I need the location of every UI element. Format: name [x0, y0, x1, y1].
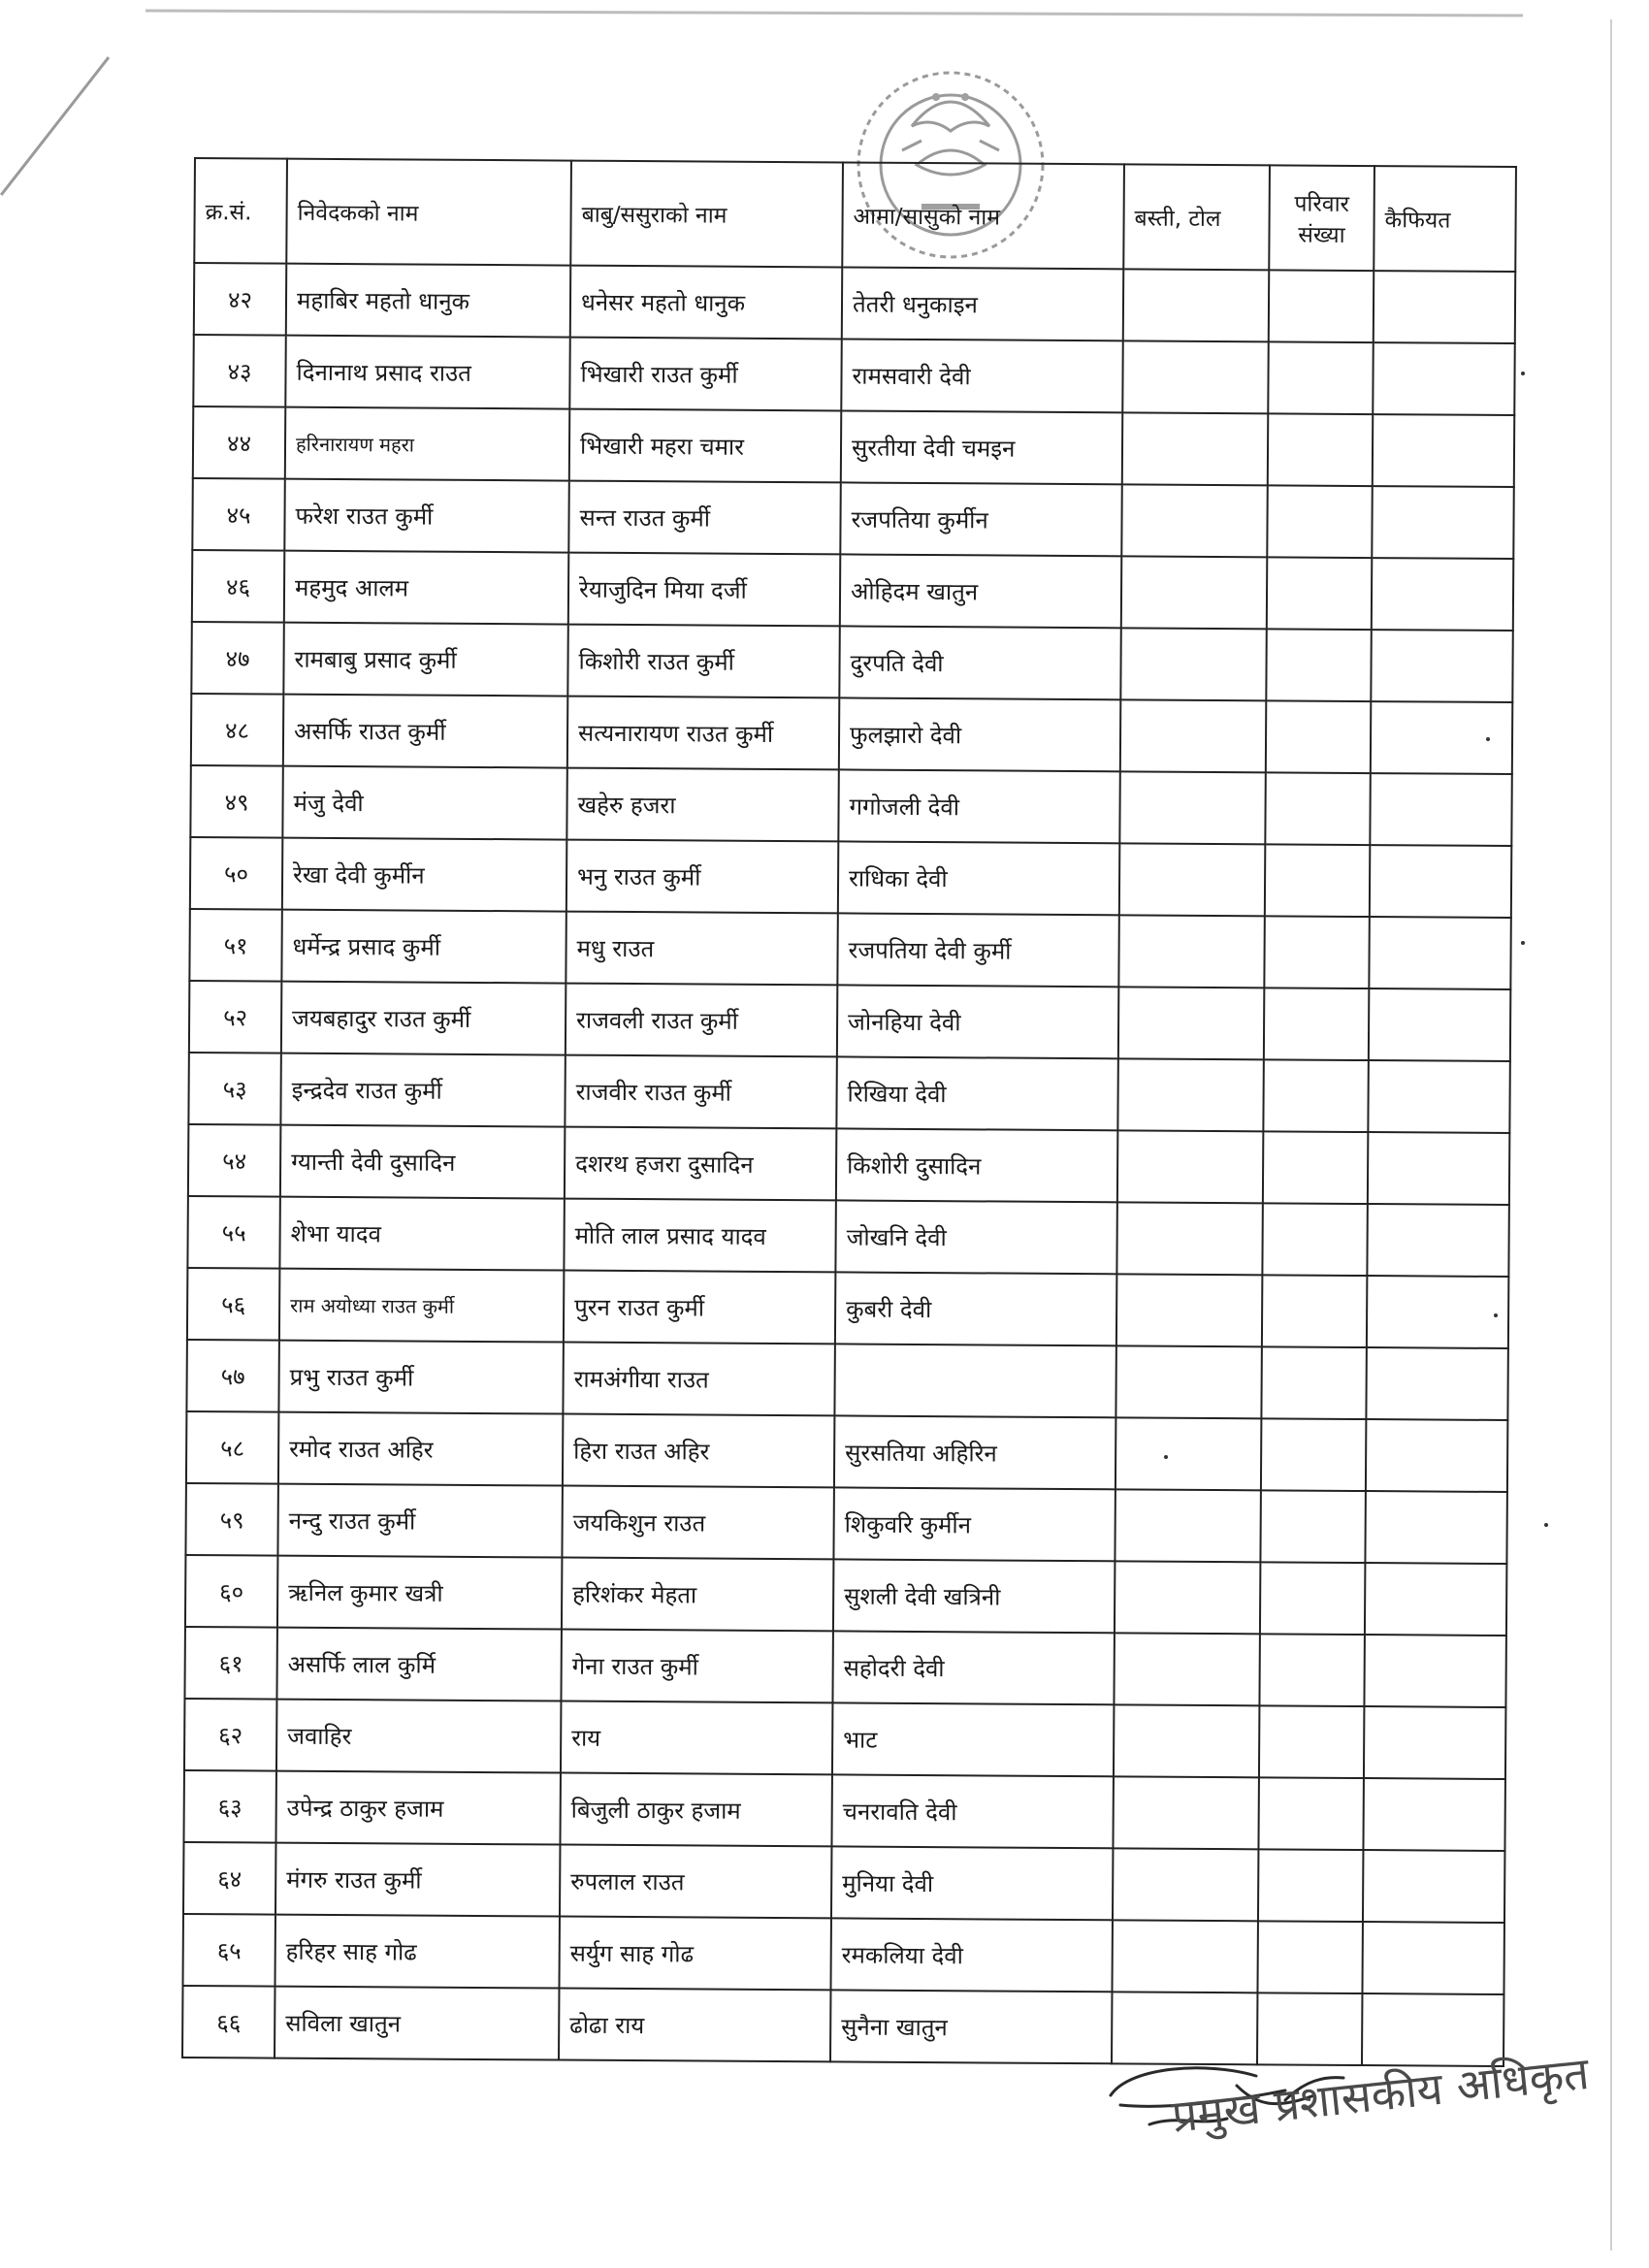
father-name-cell: राजवीर राउत कुर्मी	[565, 1055, 836, 1129]
settlement-cell	[1120, 699, 1266, 772]
family-count-cell	[1259, 1634, 1364, 1706]
mother-name-cell: दुरपति देवी	[839, 626, 1120, 699]
applicant-name-cell: असर्फि लाल कुर्मि	[276, 1628, 561, 1701]
mother-name-cell: सहोदरी देवी	[832, 1631, 1114, 1704]
table-row	[189, 981, 1510, 1061]
applicant-name-cell: रमोद राउत अहिर	[278, 1412, 563, 1486]
mother-name-cell: फुलझारो देवी	[839, 697, 1120, 771]
serial-number-cell: ४७	[191, 622, 283, 695]
remarks-cell	[1369, 917, 1510, 989]
table-row	[193, 335, 1514, 415]
applicant-name-cell: दिनानाथ प्रसाद राउत	[285, 336, 569, 409]
settlement-cell	[1119, 771, 1265, 844]
scan-speck	[1544, 1523, 1548, 1527]
table-row	[184, 1699, 1505, 1779]
mother-name-cell: रामसवारी देवी	[841, 339, 1122, 412]
mother-name-cell: सुरतीया देवी चमइन	[841, 410, 1122, 484]
settlement-cell	[1114, 1633, 1259, 1705]
remarks-cell	[1371, 701, 1512, 774]
table-row	[183, 1770, 1504, 1851]
serial-number-cell: ५०	[190, 837, 282, 910]
settlement-cell	[1113, 1848, 1258, 1921]
serial-number-cell: ५५	[187, 1196, 279, 1269]
header-remarks: कैफियत	[1374, 166, 1516, 272]
serial-number-cell: ४५	[192, 478, 284, 551]
table-row	[191, 622, 1512, 702]
father-name-cell: हरिशंकर मेहता	[562, 1558, 833, 1632]
applicant-name-cell: इन्द्रदेव राउत कुर्मी	[280, 1053, 565, 1127]
mother-name-cell: किशोरी दुसादिन	[836, 1128, 1117, 1202]
applicant-name-cell: महाबिर महतो धानुक	[286, 264, 570, 338]
settlement-cell	[1113, 1776, 1258, 1849]
father-name-cell: धनेसर महतो धानुक	[570, 266, 842, 340]
family-count-cell	[1265, 844, 1370, 917]
mother-name-cell	[834, 1344, 1116, 1417]
father-name-cell: ढोढा राय	[559, 1989, 830, 2062]
scan-edge-top	[146, 10, 1523, 17]
remarks-cell	[1373, 342, 1514, 415]
settlement-cell	[1112, 1920, 1257, 1993]
mother-name-cell: ओहिदम खातुन	[840, 554, 1121, 628]
table-row	[190, 837, 1511, 918]
family-count-cell	[1269, 270, 1374, 342]
scan-speck	[1164, 1455, 1168, 1459]
header-family-count	[1269, 165, 1374, 271]
applicant-name-cell: फरेश राउत कुर्मी	[284, 479, 568, 553]
remarks-cell	[1363, 1850, 1504, 1923]
table-row	[182, 1914, 1504, 1994]
serial-number-cell: ६०	[185, 1555, 277, 1628]
remarks-cell	[1374, 271, 1515, 343]
header-mother-name: आमा/सासुको नाम	[842, 162, 1124, 269]
settlement-cell	[1112, 1992, 1257, 2064]
table-row	[183, 1842, 1504, 1923]
mother-name-cell: कुबरी देवी	[835, 1272, 1116, 1345]
settlement-cell	[1117, 1058, 1263, 1131]
serial-number-cell: ४९	[190, 765, 282, 838]
family-count-cell	[1260, 1490, 1365, 1563]
table-header-row	[194, 158, 1516, 272]
scan-fold-line	[0, 56, 110, 196]
family-count-cell	[1258, 1849, 1363, 1922]
serial-number-cell: ५९	[185, 1483, 277, 1556]
header-family-count-line1: परिवार	[1294, 191, 1350, 217]
father-name-cell: दशरथ हजरा दुसादिन	[565, 1127, 836, 1201]
family-count-cell	[1263, 1059, 1368, 1132]
remarks-cell	[1372, 558, 1513, 631]
remarks-cell	[1365, 1491, 1506, 1564]
table-row	[187, 1268, 1508, 1348]
table-row	[185, 1555, 1506, 1636]
applicant-name-cell: जवाहिर	[276, 1700, 561, 1773]
remarks-cell	[1373, 414, 1514, 487]
remarks-cell	[1366, 1419, 1507, 1492]
applicant-name-cell: असर्फि राउत कुर्मी	[283, 695, 567, 768]
mother-name-cell: रजपतिया कुर्मीन	[840, 482, 1121, 556]
family-count-cell	[1263, 1131, 1368, 1204]
table-row	[184, 1627, 1505, 1707]
header-serial-number: क्र.सं.	[194, 158, 287, 264]
remarks-cell	[1370, 845, 1511, 918]
family-count-cell	[1257, 1993, 1362, 2065]
header-settlement: बस्ती, टोल	[1123, 164, 1270, 270]
mother-name-cell: भाट	[832, 1702, 1114, 1776]
father-name-cell: रामअंगीया राउत	[563, 1343, 834, 1416]
father-name-cell: भिखारी महरा चमार	[569, 409, 841, 483]
applicant-name-cell: मंगरु राउत कुर्मी	[275, 1843, 560, 1917]
applicant-name-cell: ऋनिल कुमार खत्री	[277, 1556, 562, 1630]
settlement-cell	[1120, 628, 1266, 700]
serial-number-cell: ६२	[184, 1699, 276, 1771]
remarks-cell	[1368, 1060, 1509, 1133]
applicant-name-cell: रेखा देवी कुर्मीन	[282, 838, 566, 912]
serial-number-cell: ४८	[191, 694, 283, 766]
mother-name-cell: जोनहिया देवी	[837, 985, 1118, 1058]
table-row	[182, 1986, 1504, 2066]
settlement-cell	[1122, 412, 1268, 485]
family-count-cell	[1266, 700, 1371, 773]
serial-number-cell: ६१	[184, 1627, 276, 1700]
family-count-cell	[1257, 1921, 1362, 1993]
settlement-cell	[1119, 843, 1265, 916]
applicant-name-cell: धर्मेन्द्र प्रसाद कुर्मी	[281, 910, 566, 984]
applicant-name-cell: नन्दु राउत कुर्मी	[277, 1484, 562, 1558]
settlement-cell	[1116, 1202, 1262, 1275]
applicant-name-cell: सविला खातुन	[275, 1987, 559, 2060]
scan-edge-right	[1610, 19, 1612, 2251]
remarks-cell	[1364, 1706, 1505, 1779]
table-row	[188, 1053, 1509, 1133]
header-father-name: बाबु/ससुराको नाम	[570, 161, 843, 268]
serial-number-cell: ६६	[182, 1986, 275, 2058]
serial-number-cell: ४४	[193, 406, 285, 479]
mother-name-cell: जोखनि देवी	[835, 1200, 1116, 1274]
settlement-cell	[1122, 340, 1268, 413]
serial-number-cell: ६४	[183, 1842, 275, 1915]
settlement-cell	[1116, 1274, 1262, 1346]
signatory-title: प्रमुख प्रशासकीय अधिकृत	[1169, 2046, 1592, 2143]
applicant-name-cell: प्रभु राउत कुर्मी	[278, 1341, 563, 1414]
remarks-cell	[1368, 1132, 1509, 1205]
mother-name-cell: सुनैना खातुन	[830, 1990, 1112, 2063]
beneficiary-table	[181, 157, 1517, 2067]
family-count-cell	[1267, 557, 1372, 630]
remarks-cell	[1369, 988, 1510, 1061]
serial-number-cell: ५३	[188, 1053, 280, 1125]
father-name-cell: भनु राउत कुर्मी	[566, 840, 838, 914]
family-count-cell	[1264, 916, 1369, 988]
serial-number-cell: ४६	[192, 550, 284, 623]
settlement-cell	[1115, 1489, 1260, 1562]
serial-number-cell: ५२	[189, 981, 281, 1053]
family-count-cell	[1261, 1418, 1366, 1491]
serial-number-cell: ५१	[189, 909, 281, 982]
settlement-cell	[1121, 484, 1267, 557]
mother-name-cell: मुनिया देवी	[831, 1846, 1113, 1920]
mother-name-cell: सुरसतिया अहिरिन	[834, 1415, 1116, 1489]
settlement-cell	[1115, 1561, 1260, 1634]
table-row	[191, 694, 1512, 774]
family-count-cell	[1258, 1777, 1363, 1850]
applicant-name-cell: जयबहादुर राउत कुर्मी	[281, 982, 566, 1055]
applicant-name-cell: मंजु देवी	[282, 766, 566, 840]
father-name-cell: गेना राउत कुर्मी	[561, 1630, 832, 1703]
applicant-name-cell: हरिहर साह गोढ	[275, 1915, 559, 1989]
mother-name-cell: तेतरी धनुकाइन	[842, 267, 1123, 340]
father-name-cell: रेयाजुदिन मिया दर्जी	[568, 553, 840, 627]
father-name-cell: सन्त राउत कुर्मी	[568, 481, 840, 555]
serial-number-cell: ५४	[188, 1124, 280, 1197]
family-count-cell	[1268, 341, 1373, 414]
father-name-cell: खहेरु हजरा	[566, 768, 838, 842]
table-row	[192, 478, 1513, 559]
mother-name-cell: राधिका देवी	[838, 841, 1119, 915]
settlement-cell	[1118, 987, 1264, 1059]
father-name-cell: मधु राउत	[566, 912, 837, 986]
father-name-cell: राजवली राउत कुर्मी	[566, 984, 837, 1057]
family-count-cell	[1262, 1203, 1367, 1276]
remarks-cell	[1362, 1922, 1504, 1994]
table-row	[193, 406, 1514, 487]
table-row	[189, 909, 1510, 989]
remarks-cell	[1372, 486, 1513, 559]
table-row	[186, 1411, 1507, 1492]
father-name-cell: बिजुली ठाकुर हजाम	[560, 1773, 831, 1847]
father-name-cell: सत्यनारायण राउत कुर्मी	[567, 697, 839, 770]
settlement-cell	[1116, 1417, 1261, 1490]
father-name-cell: जयकिशुन राउत	[562, 1486, 833, 1560]
father-name-cell: राय	[561, 1701, 832, 1775]
remarks-cell	[1365, 1563, 1506, 1636]
remarks-cell	[1367, 1204, 1508, 1277]
mother-name-cell: गगोजली देवी	[838, 769, 1119, 843]
table-row	[194, 263, 1515, 343]
mother-name-cell: रमकलिया देवी	[830, 1918, 1112, 1992]
remarks-cell	[1370, 773, 1511, 846]
family-count-cell	[1266, 629, 1371, 701]
family-count-cell	[1260, 1562, 1365, 1635]
father-name-cell: रुपलाल राउत	[560, 1845, 831, 1919]
family-count-cell	[1262, 1275, 1367, 1347]
family-count-cell	[1265, 772, 1370, 845]
father-name-cell: भिखारी राउत कुर्मी	[569, 338, 841, 411]
applicant-name-cell: ग्यान्ती देवी दुसादिन	[280, 1125, 565, 1199]
settlement-cell	[1118, 915, 1264, 988]
header-family-count-line2: संख्या	[1298, 222, 1345, 248]
applicant-name-cell: रामबाबु प्रसाद कुर्मी	[283, 623, 567, 697]
serial-number-cell: ४३	[193, 335, 285, 407]
family-count-cell	[1267, 485, 1372, 558]
father-name-cell: किशोरी राउत कुर्मी	[567, 625, 839, 698]
family-count-cell	[1259, 1705, 1364, 1778]
settlement-cell	[1123, 269, 1269, 341]
table-row	[187, 1196, 1508, 1277]
serial-number-cell: ६५	[182, 1914, 275, 1987]
remarks-cell	[1363, 1778, 1504, 1851]
applicant-name-cell: शेभा यादव	[279, 1197, 564, 1271]
serial-number-cell: ५७	[186, 1340, 278, 1412]
scan-speck	[1521, 372, 1525, 375]
settlement-cell	[1114, 1704, 1259, 1777]
family-count-cell	[1264, 988, 1369, 1060]
settlement-cell	[1116, 1345, 1261, 1418]
table-row	[190, 765, 1511, 846]
family-count-cell	[1268, 413, 1373, 486]
mother-name-cell: रिखिया देवी	[836, 1056, 1117, 1130]
mother-name-cell: रजपतिया देवी कुर्मी	[837, 913, 1118, 987]
father-name-cell: हिरा राउत अहिर	[563, 1414, 834, 1488]
header-applicant-name: निवेदकको नाम	[286, 159, 571, 266]
mother-name-cell: चनरावति देवी	[831, 1774, 1113, 1848]
scan-speck	[1521, 941, 1525, 945]
father-name-cell: सर्युग साह गोढ	[559, 1917, 830, 1991]
applicant-name-cell: उपेन्द्र ठाकुर हजाम	[275, 1771, 560, 1845]
remarks-cell	[1366, 1347, 1507, 1420]
table-row	[186, 1340, 1507, 1420]
family-count-cell	[1261, 1346, 1366, 1419]
father-name-cell: पुरन राउत कुर्मी	[564, 1271, 835, 1345]
serial-number-cell: ५६	[187, 1268, 279, 1341]
mother-name-cell: शिकुवरि कुर्मीन	[833, 1487, 1115, 1561]
table-row	[188, 1124, 1509, 1205]
remarks-cell	[1367, 1276, 1508, 1348]
applicant-name-cell: महमुद आलम	[284, 551, 568, 625]
table-row	[185, 1483, 1506, 1564]
applicant-name-cell: हरिनारायण महरा	[285, 407, 569, 481]
serial-number-cell: ६३	[183, 1770, 275, 1843]
serial-number-cell: ४२	[194, 263, 286, 336]
scan-speck	[1494, 1313, 1498, 1317]
remarks-cell	[1371, 630, 1512, 702]
table-row	[192, 550, 1513, 631]
scan-speck	[1486, 737, 1490, 741]
applicant-name-cell: राम अयोध्या राउत कुर्मी	[279, 1269, 564, 1343]
remarks-cell	[1364, 1635, 1505, 1707]
father-name-cell: मोति लाल प्रसाद यादव	[564, 1199, 835, 1273]
serial-number-cell: ५८	[186, 1411, 278, 1484]
settlement-cell	[1121, 556, 1267, 629]
mother-name-cell: सुशली देवी खत्रिनी	[833, 1559, 1115, 1633]
settlement-cell	[1117, 1130, 1263, 1203]
